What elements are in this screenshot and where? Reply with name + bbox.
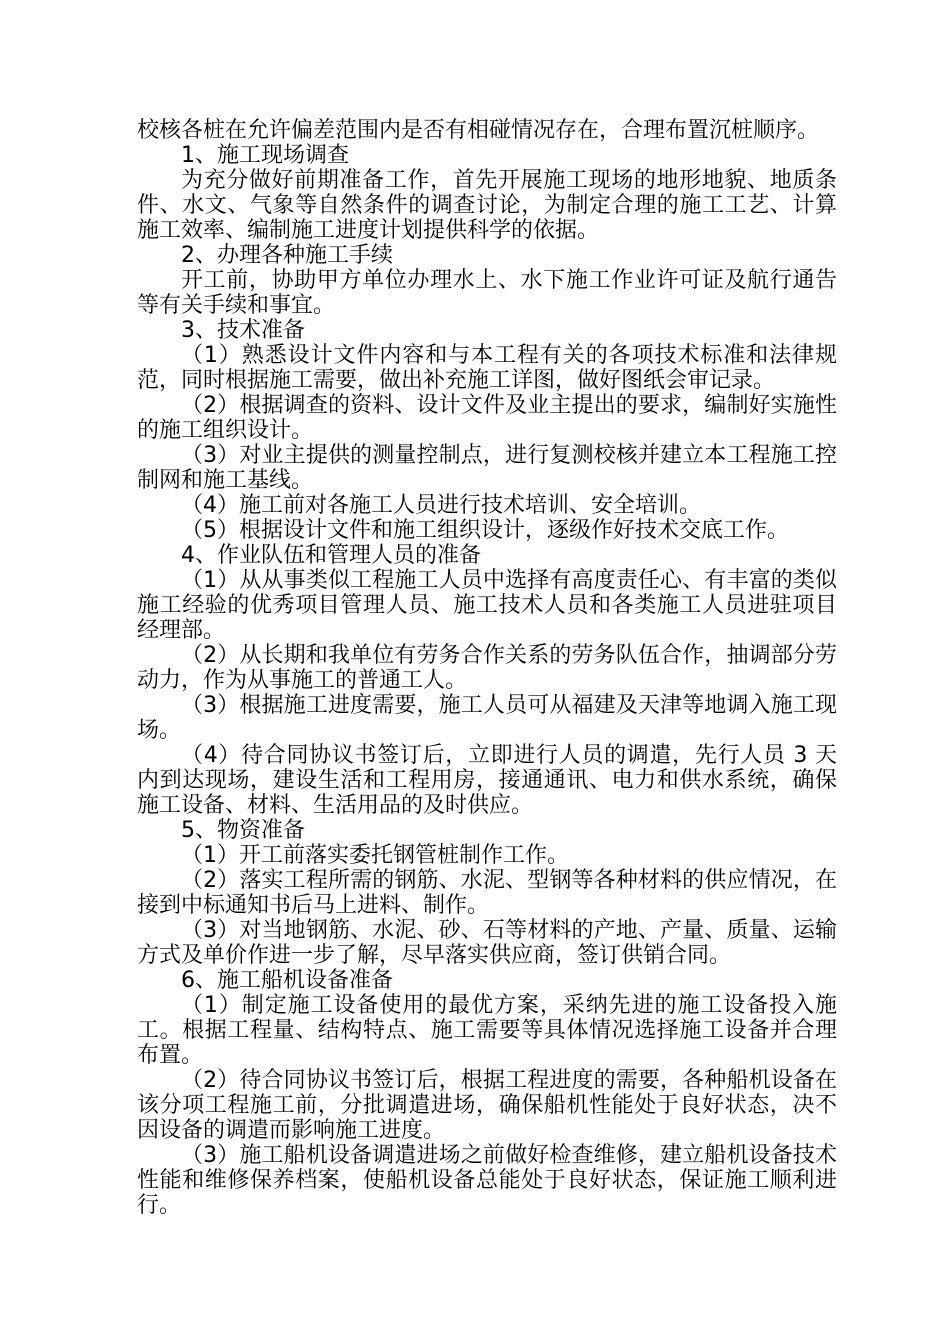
- paragraph-permits: 开工前，协助甲方单位办理水上、水下施工作业许可证及航行通告等有关手续和事宜。: [137, 268, 837, 318]
- list-item-technical-5: （5）根据设计文件和施工组织设计，逐级作好技术交底工作。: [181, 518, 789, 543]
- list-item-technical-4: （4）施工前对各施工人员进行技术培训、安全培训。: [181, 493, 701, 518]
- document-body: [137, 118, 837, 1218]
- list-item-personnel-2: （2）从长期和我单位有劳务合作关系的劳务队伍合作，抽调部分劳动力，作为从事施工的普通工人。: [137, 643, 837, 693]
- heading-personnel-prep: 4、作业队伍和管理人员的准备: [181, 543, 481, 568]
- heading-permits: 2、办理各种施工手续: [181, 243, 393, 268]
- list-item-equipment-3: （3）施工船机设备调遣进场之前做好检查维修，建立船机设备技术性能和维修保养档案，使船机设备总能处于良好状态，保证施工顺利进行。: [137, 1143, 837, 1218]
- list-item-equipment-2: （2）待合同协议书签订后，根据工程进度的需要，各种船机设备在该分项工程施工前，分批调遣进场，确保船机性能处于良好状态，决不因设备的调遣而影响施工进度。: [137, 1068, 837, 1143]
- heading-material-prep: 5、物资准备: [181, 818, 305, 843]
- list-item-material-1: （1）开工前落实委托钢管桩制作工作。: [181, 843, 569, 868]
- list-item-material-2: （2）落实工程所需的钢筋、水泥、型钢等各种材料的供应情况，在接到中标通知书后马上进料、制作。: [137, 868, 837, 918]
- paragraph-site-survey: 为充分做好前期准备工作，首先开展施工现场的地形地貌、地质条件、水文、气象等自然条件的调查讨论，为制定合理的施工工艺、计算施工效率、编制施工进度计划提供科学的依据。: [137, 168, 837, 243]
- heading-site-survey: 1、施工现场调查: [181, 143, 349, 168]
- list-item-personnel-3: （3）根据施工进度需要，施工人员可从福建及天津等地调入施工现场。: [137, 693, 837, 743]
- list-item-technical-1: （1）熟悉设计文件内容和与本工程有关的各项技术标准和法律规范，同时根据施工需要，做出补充施工详图，做好图纸会审记录。: [137, 343, 837, 393]
- list-item-technical-3: （3）对业主提供的测量控制点，进行复测校核并建立本工程施工控制网和施工基线。: [137, 443, 837, 493]
- heading-equipment-prep: 6、施工船机设备准备: [181, 968, 393, 993]
- list-item-personnel-4: （4）待合同协议书签订后，立即进行人员的调遣，先行人员 3 天内到达现场，建设生活和工程用房，接通通讯、电力和供水系统，确保施工设备、材料、生活用品的及时供应。: [137, 743, 837, 818]
- heading-technical-prep: 3、技术准备: [181, 318, 305, 343]
- list-item-personnel-1: （1）从从事类似工程施工人员中选择有高度责任心、有丰富的类似施工经验的优秀项目管理人员、施工技术人员和各类施工人员进驻项目经理部。: [137, 568, 837, 643]
- paragraph-continuation: 校核各桩在允许偏差范围内是否有相碰情况存在，合理布置沉桩顺序。: [137, 118, 820, 143]
- list-item-equipment-1: （1）制定施工设备使用的最优方案，采纳先进的施工设备投入施工。根据工程量、结构特点、施工需要等具体情况选择施工设备并合理布置。: [137, 993, 837, 1068]
- list-item-material-3: （3）对当地钢筋、水泥、砂、石等材料的产地、产量、质量、运输方式及单价作进一步了解，尽早落实供应商，签订供销合同。: [137, 918, 837, 968]
- list-item-technical-2: （2）根据调查的资料、设计文件及业主提出的要求，编制好实施性的施工组织设计。: [137, 393, 837, 443]
